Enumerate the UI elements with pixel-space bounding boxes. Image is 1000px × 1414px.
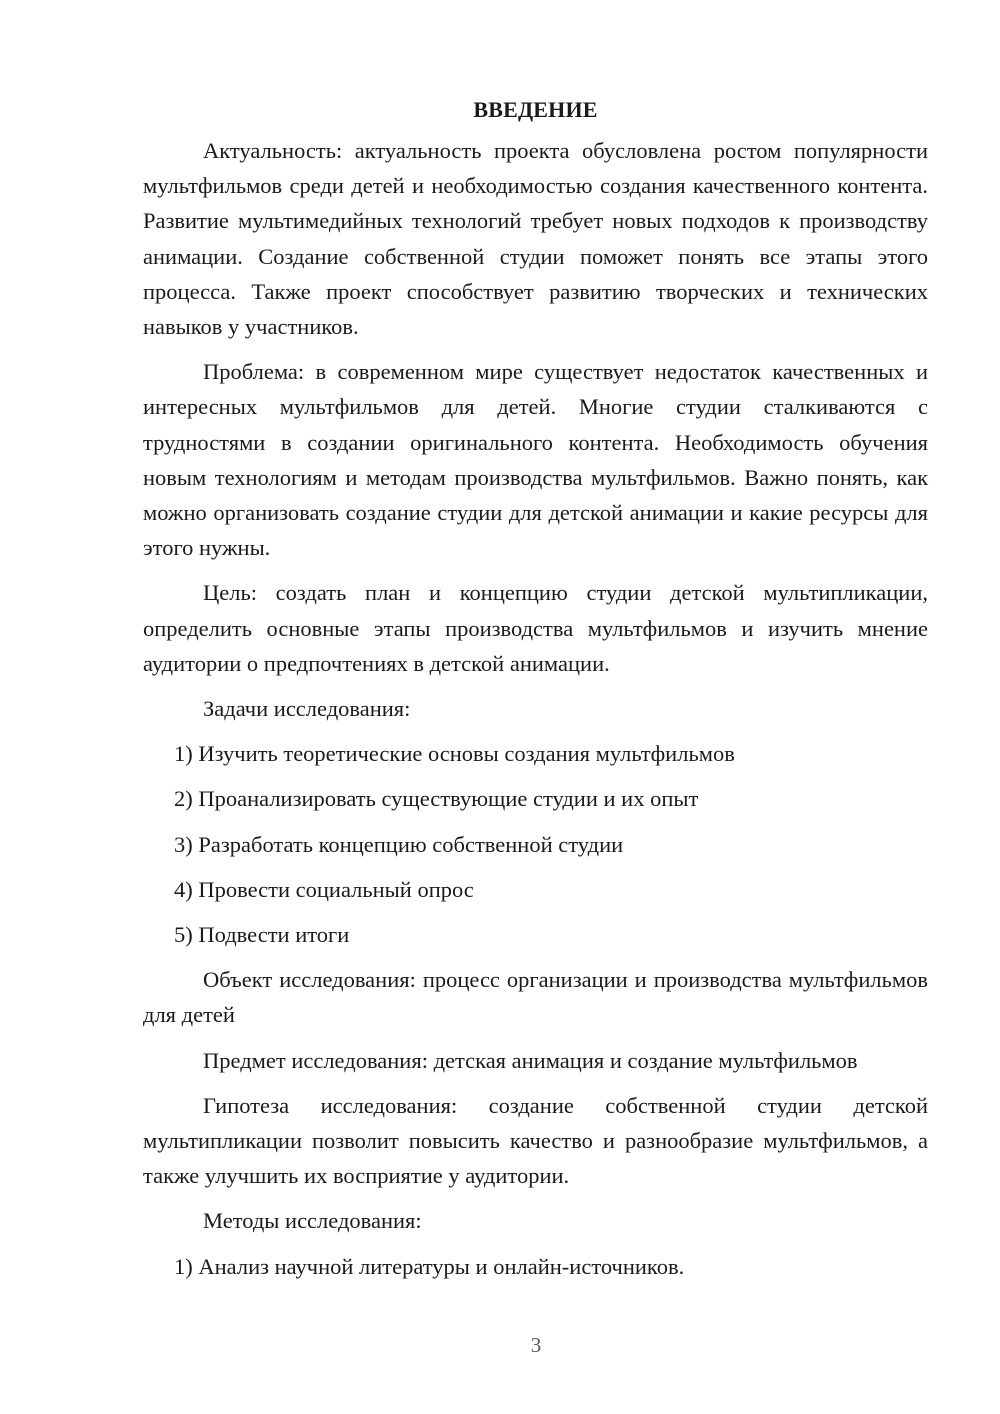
tasks-list: [143, 736, 928, 952]
paragraph-object: Объект исследования: процесс организации и производства мультфильмов для детей: [143, 967, 928, 1028]
page-number: 3: [530, 1333, 542, 1357]
methods-list: [143, 1249, 928, 1284]
task-item: 4) Провести социальный опрос: [174, 876, 474, 902]
paragraph-hypothesis: Гипотеза исследования: создание собственной студии детской мультипликации позволит повысить качество и разнообразие мультфильмов, а также улучшить их восприятие у аудитории.: [143, 1092, 928, 1189]
section-title: ВВЕДЕНИЕ: [473, 97, 598, 122]
task-item: 2) Проанализировать существующие студии и их опыт: [174, 786, 699, 812]
paragraph-goal: Цель: создать план и концепцию студии детской мультипликации, определить основные этапы производства мультфильмов и изучить мнение аудитории о предпочтениях в детской анимации.: [143, 580, 928, 676]
paragraph-subject: Предмет исследования: детская анимация и создание мультфильмов: [203, 1047, 858, 1073]
document-page: [143, 92, 928, 1294]
task-item: 3) Разработать концепцию собственной студии: [174, 831, 624, 857]
method-item: 1) Анализ научной литературы и онлайн-источников.: [174, 1253, 685, 1279]
paragraph-problem: Проблема: в современном мире существует недостаток качественных и интересных мультфильмов для детей. Многие студии сталкиваются с трудностями в создании оригинального контента. Необходимость обучения новым технологиям и методам производства мультфильмов. Важно понять, как можно организовать создание студии для детской анимации и какие ресурсы для этого нужны.: [143, 359, 928, 561]
task-item: 1) Изучить теоретические основы создания мультфильмов: [174, 741, 735, 767]
methods-heading: Методы исследования:: [203, 1208, 422, 1234]
paragraph-relevance: Актуальность: актуальность проекта обусловлена ростом популярности мультфильмов среди детей и необходимостью создания качественного контента. Развитие мультимедийных технологий требует новых подходов к производству анимации. Создание собственной студии поможет понять все этапы этого процесса. Также проект способствует развитию творческих и технических навыков у участников.: [143, 138, 928, 340]
tasks-heading: Задачи исследования:: [203, 696, 411, 722]
task-item: 5) Подвести итоги: [174, 922, 350, 948]
